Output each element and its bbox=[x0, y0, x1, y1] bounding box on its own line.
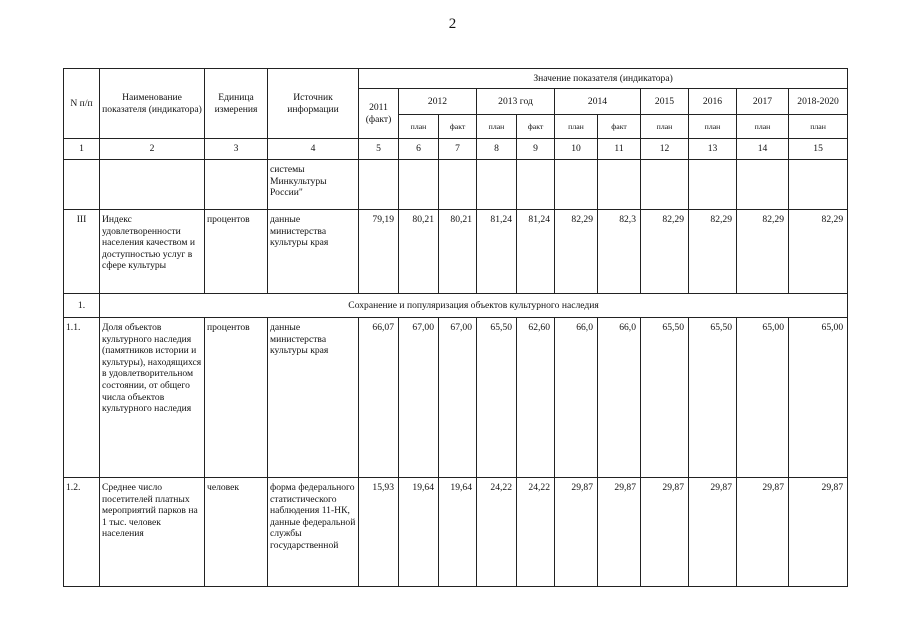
col-number: 9 bbox=[517, 139, 555, 160]
col-number: 14 bbox=[737, 139, 789, 160]
row-value: 65,50 bbox=[689, 318, 737, 478]
table-row-continuation bbox=[64, 160, 848, 210]
row-value bbox=[359, 160, 399, 210]
row-num: III bbox=[64, 210, 100, 294]
table-row-1-2 bbox=[64, 478, 848, 587]
row-value bbox=[399, 160, 439, 210]
header-2014: 2014 bbox=[555, 89, 641, 115]
row-value: 67,00 bbox=[399, 318, 439, 478]
row-value: 29,87 bbox=[789, 478, 848, 587]
row-value bbox=[517, 160, 555, 210]
table-row-III bbox=[64, 210, 848, 294]
header-2017: 2017 bbox=[737, 89, 789, 115]
table-row-1-1 bbox=[64, 318, 848, 478]
row-value: 67,00 bbox=[439, 318, 477, 478]
header-2011: 2011 (факт) bbox=[359, 89, 399, 139]
col-number: 11 bbox=[598, 139, 641, 160]
row-value: 65,00 bbox=[737, 318, 789, 478]
col-number: 12 bbox=[641, 139, 689, 160]
sub-2012-plan: план bbox=[399, 115, 439, 139]
col-number: 4 bbox=[268, 139, 359, 160]
row-value: 65,50 bbox=[641, 318, 689, 478]
header-2016: 2016 bbox=[689, 89, 737, 115]
col-number: 7 bbox=[439, 139, 477, 160]
header-2012: 2012 bbox=[399, 89, 477, 115]
row-num bbox=[64, 160, 100, 210]
row-value: 82,29 bbox=[689, 210, 737, 294]
header-values: Значение показателя (индикатора) bbox=[359, 69, 848, 89]
col-number: 2 bbox=[100, 139, 205, 160]
row-unit: человек bbox=[205, 478, 268, 587]
header-2018-2020: 2018-2020 bbox=[789, 89, 848, 115]
row-value: 66,07 bbox=[359, 318, 399, 478]
row-value: 66,0 bbox=[555, 318, 598, 478]
row-name: Доля объектов культурного наследия (памятников истории и культуры), находящихся в удовлетворительном состоянии, от общего числа объектов культурного наследия bbox=[100, 318, 205, 478]
col-number: 8 bbox=[477, 139, 517, 160]
row-source: системы Минкультуры России" bbox=[268, 160, 359, 210]
row-value bbox=[737, 160, 789, 210]
header-source: Источник информации bbox=[268, 69, 359, 139]
indicators-table bbox=[63, 68, 848, 587]
col-number: 3 bbox=[205, 139, 268, 160]
sub-2013-fact: факт bbox=[517, 115, 555, 139]
row-value bbox=[439, 160, 477, 210]
row-value: 29,87 bbox=[737, 478, 789, 587]
row-value: 29,87 bbox=[689, 478, 737, 587]
row-num: 1.1. bbox=[64, 318, 100, 478]
row-value: 81,24 bbox=[477, 210, 517, 294]
header-row-1 bbox=[64, 69, 848, 89]
sub-2018-plan: план bbox=[789, 115, 848, 139]
column-number-row bbox=[64, 139, 848, 160]
row-unit: процентов bbox=[205, 210, 268, 294]
col-number: 5 bbox=[359, 139, 399, 160]
col-number: 10 bbox=[555, 139, 598, 160]
row-value: 19,64 bbox=[399, 478, 439, 587]
row-name bbox=[100, 160, 205, 210]
row-unit bbox=[205, 160, 268, 210]
row-value bbox=[641, 160, 689, 210]
col-number: 1 bbox=[64, 139, 100, 160]
sub-2013-plan: план bbox=[477, 115, 517, 139]
row-value: 79,19 bbox=[359, 210, 399, 294]
section-num: 1. bbox=[64, 294, 100, 318]
row-value: 29,87 bbox=[555, 478, 598, 587]
row-value bbox=[598, 160, 641, 210]
row-value: 82,29 bbox=[789, 210, 848, 294]
row-name: Среднее число посетителей платных мероприятий парков на 1 тыс. человек населения bbox=[100, 478, 205, 587]
section-title: Сохранение и популяризация объектов культурного наследия bbox=[100, 294, 848, 318]
header-name: Наименование показателя (индикатора) bbox=[100, 69, 205, 139]
page-number: 2 bbox=[448, 16, 457, 32]
row-value: 15,93 bbox=[359, 478, 399, 587]
row-value bbox=[555, 160, 598, 210]
row-name: Индекс удовлетворенности населения качеством и доступностью услуг в сфере культуры bbox=[100, 210, 205, 294]
section-row bbox=[64, 294, 848, 318]
row-value bbox=[789, 160, 848, 210]
sub-2014-plan: план bbox=[555, 115, 598, 139]
row-value: 66,0 bbox=[598, 318, 641, 478]
sub-2012-fact: факт bbox=[439, 115, 477, 139]
row-value: 82,29 bbox=[641, 210, 689, 294]
sub-2014-fact: факт bbox=[598, 115, 641, 139]
col-number: 13 bbox=[689, 139, 737, 160]
row-value: 65,00 bbox=[789, 318, 848, 478]
row-value: 29,87 bbox=[641, 478, 689, 587]
sub-2016-plan: план bbox=[689, 115, 737, 139]
row-source: форма федерального статистического наблюдения 11-НК, данные федеральной службы государственной bbox=[268, 478, 359, 587]
sub-2017-plan: план bbox=[737, 115, 789, 139]
row-value: 19,64 bbox=[439, 478, 477, 587]
header-unit: Единица измерения bbox=[205, 69, 268, 139]
col-number: 6 bbox=[399, 139, 439, 160]
row-value: 24,22 bbox=[517, 478, 555, 587]
row-value: 80,21 bbox=[439, 210, 477, 294]
row-value: 62,60 bbox=[517, 318, 555, 478]
col-number: 15 bbox=[789, 139, 848, 160]
row-value bbox=[689, 160, 737, 210]
header-2015: 2015 bbox=[641, 89, 689, 115]
row-source: данные министерства культуры края bbox=[268, 318, 359, 478]
row-value: 80,21 bbox=[399, 210, 439, 294]
row-source: данные министерства культуры края bbox=[268, 210, 359, 294]
row-value: 82,29 bbox=[737, 210, 789, 294]
row-unit: процентов bbox=[205, 318, 268, 478]
row-num: 1.2. bbox=[64, 478, 100, 587]
row-value: 29,87 bbox=[598, 478, 641, 587]
header-2013: 2013 год bbox=[477, 89, 555, 115]
row-value: 24,22 bbox=[477, 478, 517, 587]
row-value bbox=[477, 160, 517, 210]
row-value: 82,29 bbox=[555, 210, 598, 294]
sub-2015-plan: план bbox=[641, 115, 689, 139]
row-value: 82,3 bbox=[598, 210, 641, 294]
row-value: 81,24 bbox=[517, 210, 555, 294]
row-value: 65,50 bbox=[477, 318, 517, 478]
header-num: N п/п bbox=[64, 69, 100, 139]
